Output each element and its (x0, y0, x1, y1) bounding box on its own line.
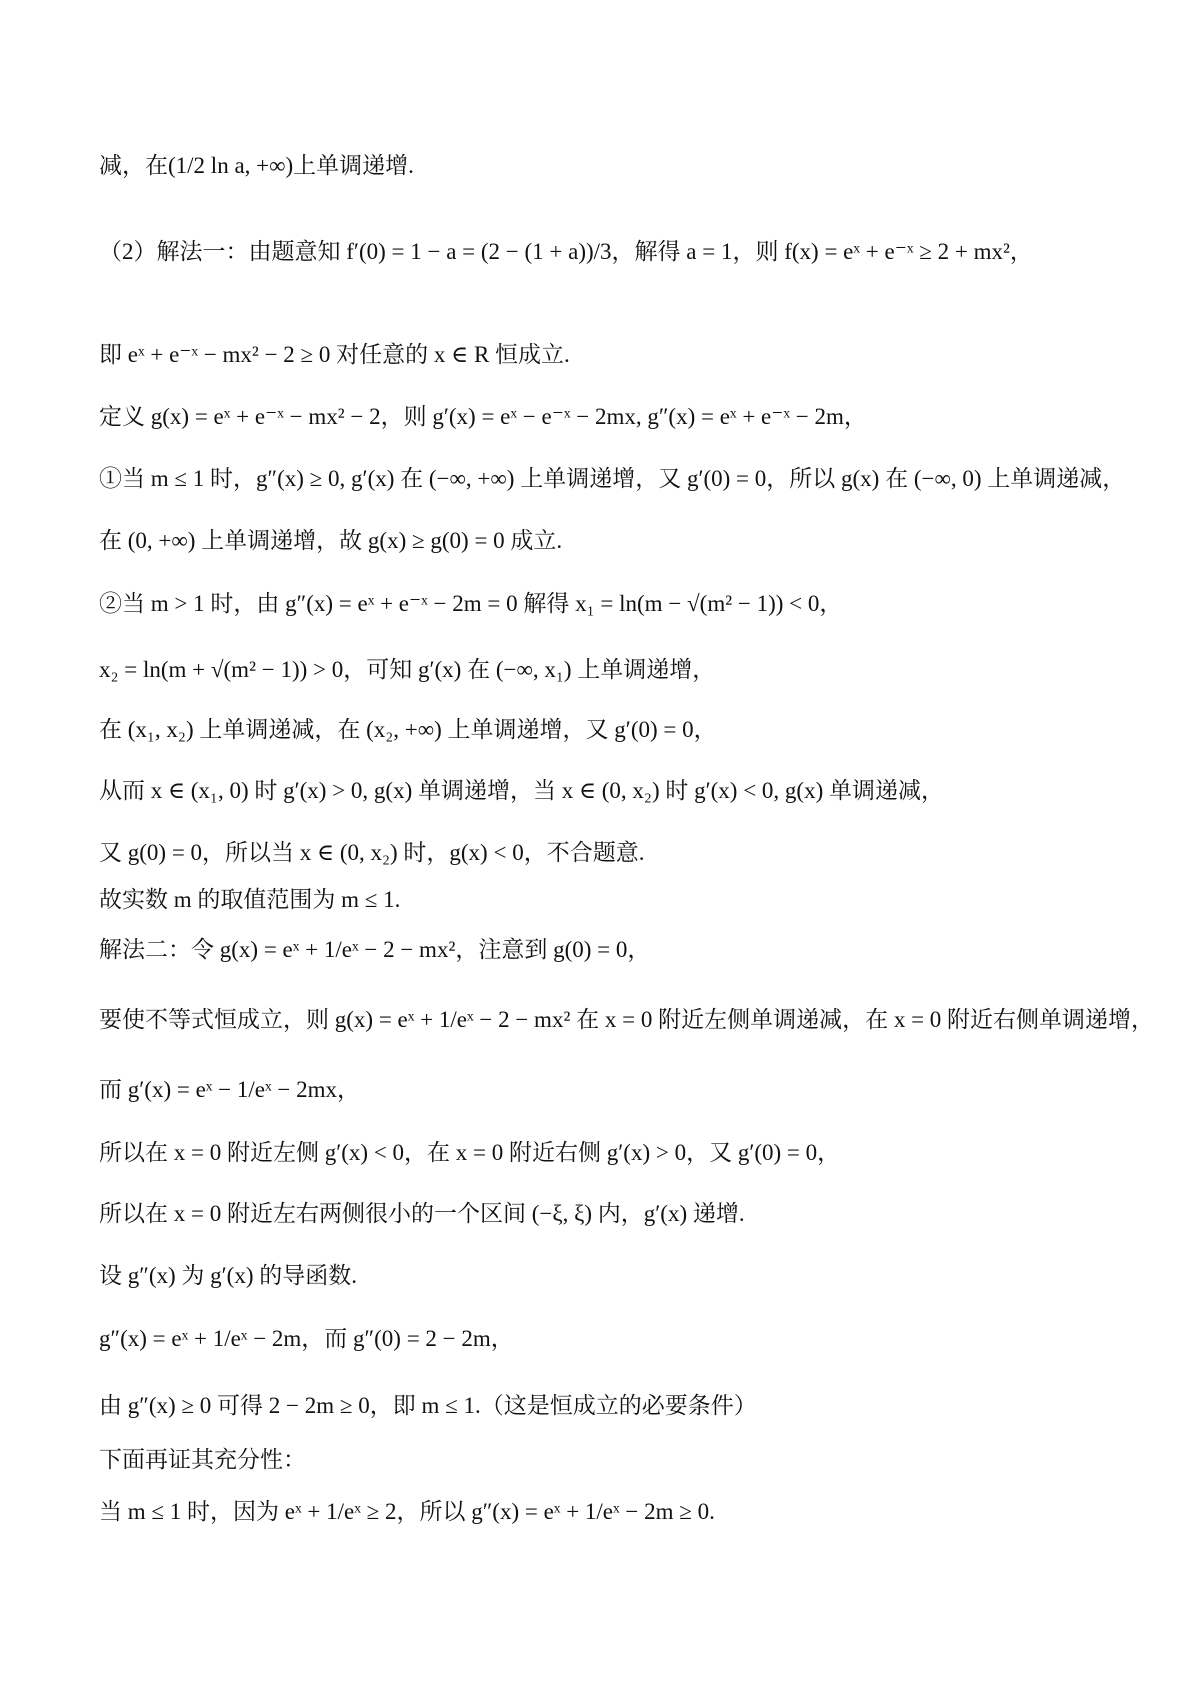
text-line: 减，在(1/2 ln a, +∞)上单调递增. (99, 153, 414, 178)
text-line: 下面再证其充分性： (99, 1447, 306, 1472)
text-line: x₂ = ln(m + √(m² − 1)) > 0，可知 g′(x) 在 (−∞, x₁) 上单调递增， (99, 657, 716, 682)
text-line: 而 g′(x) = eˣ − 1/eˣ − 2mx， (99, 1077, 361, 1102)
text-line: 即 eˣ + e⁻ˣ − mx² − 2 ≥ 0 对任意的 x ∈ R 恒成立. (99, 342, 570, 367)
text-line: ②当 m > 1 时，由 g″(x) = eˣ + e⁻ˣ − 2m = 0 解得 x₁ = ln(m − √(m² − 1)) < 0， (99, 591, 843, 616)
text-line: 解法二：令 g(x) = eˣ + 1/eˣ − 2 − mx²，注意到 g(0) = 0， (99, 937, 651, 962)
text-line: 所以在 x = 0 附近左侧 g′(x) < 0，在 x = 0 附近右侧 g′(x) > 0，又 g′(0) = 0， (99, 1140, 841, 1165)
text-line: ①当 m ≤ 1 时，g″(x) ≥ 0, g′(x) 在 (−∞, +∞) 上单调递增，又 g′(0) = 0，所以 g(x) 在 (−∞, 0) 上单调递减， (99, 466, 1126, 491)
text-line: g″(x) = eˣ + 1/eˣ − 2m，而 g″(0) = 2 − 2m， (99, 1326, 514, 1351)
text-line: 又 g(0) = 0，所以当 x ∈ (0, x₂) 时，g(x) < 0，不合题意. (99, 840, 645, 865)
text-line: 在 (0, +∞) 上单调递增，故 g(x) ≥ g(0) = 0 成立. (99, 528, 563, 553)
text-line: 由 g″(x) ≥ 0 可得 2 − 2m ≥ 0，即 m ≤ 1.（这是恒成立的必要条件） (99, 1393, 757, 1418)
text-line: 要使不等式恒成立，则 g(x) = eˣ + 1/eˣ − 2 − mx² 在 x = 0 附近左侧单调递减，在 x = 0 附近右侧单调递增， (99, 1007, 1155, 1032)
text-line: 在 (x₁, x₂) 上单调递减，在 (x₂, +∞) 上单调递增，又 g′(0) = 0， (99, 717, 717, 742)
text-line: 当 m ≤ 1 时，因为 eˣ + 1/eˣ ≥ 2，所以 g″(x) = eˣ + 1/eˣ − 2m ≥ 0. (99, 1499, 715, 1524)
text-line: （2）解法一：由题意知 f′(0) = 1 − a = (2 − (1 + a))/3，解得 a = 1，则 f(x) = eˣ + e⁻ˣ ≥ 2 + mx²， (99, 239, 1033, 264)
text-line: 所以在 x = 0 附近左右两侧很小的一个区间 (−ξ, ξ) 内，g′(x) 递增. (99, 1201, 745, 1226)
text-line: 设 g″(x) 为 g′(x) 的导函数. (99, 1263, 357, 1288)
text-line: 定义 g(x) = eˣ + e⁻ˣ − mx² − 2，则 g′(x) = eˣ − e⁻ˣ − 2mx, g″(x) = eˣ + e⁻ˣ − 2m， (99, 404, 867, 429)
text-line: 故实数 m 的取值范围为 m ≤ 1. (99, 887, 401, 912)
text-line: 从而 x ∈ (x₁, 0) 时 g′(x) > 0, g(x) 单调递增，当 x ∈ (0, x₂) 时 g′(x) < 0, g(x) 单调递减， (99, 778, 945, 803)
